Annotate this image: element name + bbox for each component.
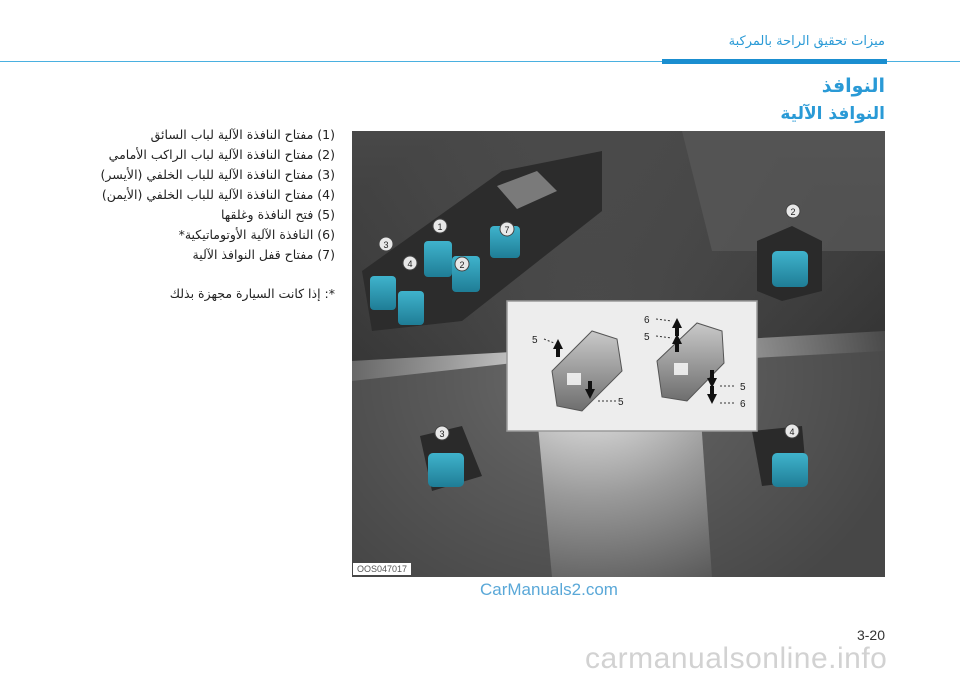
callout-number: 1 [437,222,443,232]
watermark-link[interactable]: CarManuals2.com [480,580,618,599]
watermark-footer: carmanualsonline.info [585,642,888,675]
legend-item: (5) فتح النافذة وغلقها [220,207,335,222]
rear-left-door-switch [428,453,464,487]
arrow-label: 5 [740,382,746,393]
callout-number: 7 [504,225,510,235]
figure-code: OOS047017 [353,563,411,575]
callout-number: 2 [459,260,465,270]
callout-badge [786,204,800,218]
callout-number: 2 [790,207,796,217]
arrow-label: 6 [740,399,746,410]
callout-number: 3 [383,240,389,250]
arrow-label: 5 [532,335,538,346]
header-title: ميزات تحقيق الراحة بالمركبة [728,34,885,49]
callout-badge [403,256,417,270]
callout-badge [500,222,514,236]
power-window-illustration [352,131,885,577]
legend-item: (1) مفتاح النافذة الآلية لباب السائق [150,127,335,142]
window-icon [567,373,581,385]
rear-right-door-switch [772,453,808,487]
legend-item: (3) مفتاح النافذة الآلية للباب الخلفي (الأيسر) [100,167,335,182]
callout-number: 4 [789,427,795,437]
callout-badge [379,237,393,251]
legend-item: (7) مفتاح قفل النوافذ الآلية [192,247,335,262]
subsection-title: النوافذ الآلية [780,104,885,124]
callout-number: 3 [439,429,445,439]
callout-number: 4 [407,259,413,269]
arrow-label: 6 [644,315,650,326]
window-icon [674,363,688,375]
passenger-door-switch [772,251,808,287]
figure-legend [35,125,335,304]
legend-item: (6) النافذة الآلية الأوتوماتيكية* [178,227,335,242]
legend-note: *: إذا كانت السيارة مجهزة بذلك [169,286,335,301]
legend-item: (4) مفتاح النافذة الآلية للباب الخلفي (الأيمن) [101,187,335,202]
callout-badge [435,426,449,440]
page-number: 3-20 [856,627,885,643]
callout-badge [785,424,799,438]
legend-item: (2) مفتاح النافذة الآلية لباب الراكب الأمامي [108,147,335,162]
section-title: النوافذ [821,75,885,97]
arrow-label: 5 [644,332,650,343]
callout-badge [455,257,469,271]
switch-rear-left [370,276,396,310]
switch-driver [424,241,452,277]
switch-rear-right [398,291,424,325]
callout-badge [433,219,447,233]
arrow-label: 5 [618,397,624,408]
header-accent-bar [662,59,887,64]
